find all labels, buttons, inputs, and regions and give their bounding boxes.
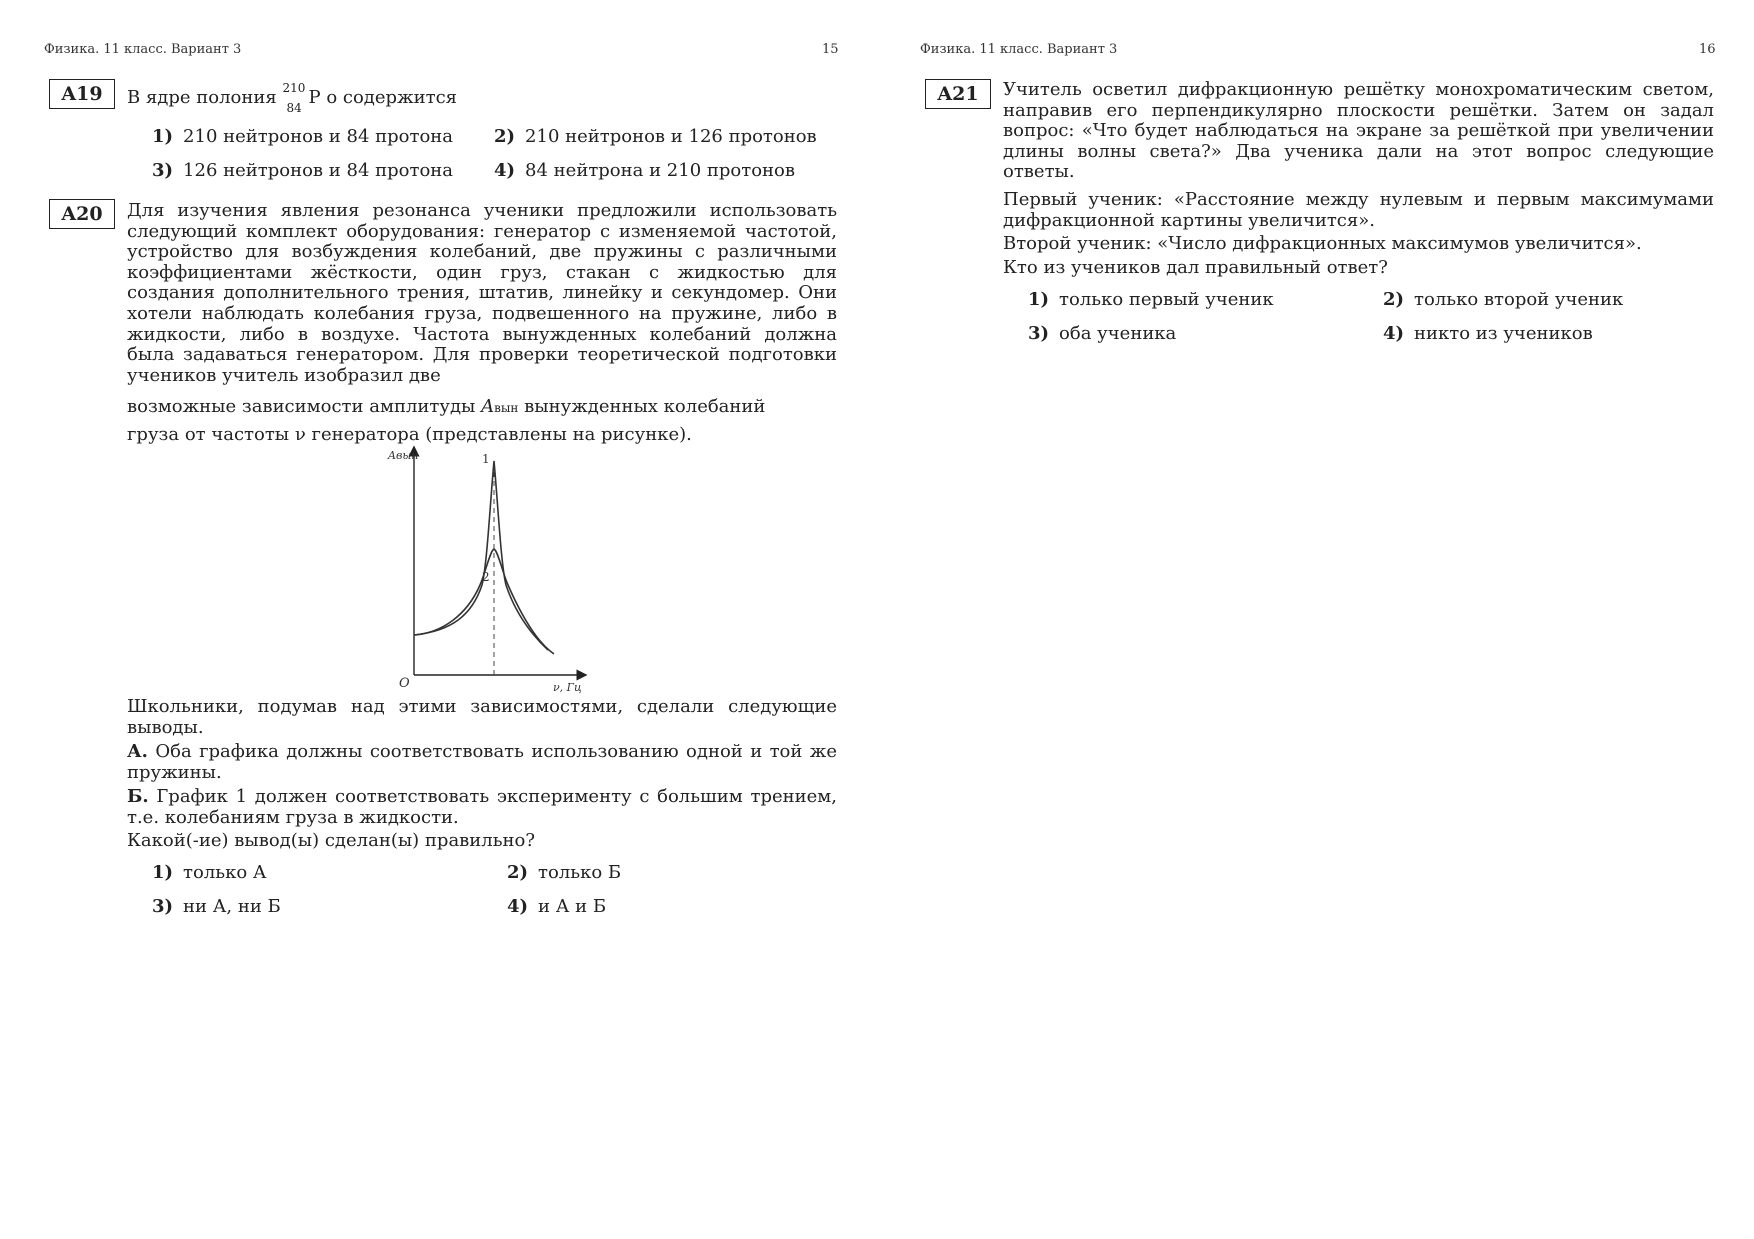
question-label-a21: A21	[925, 79, 991, 109]
option-text: 126 нейтронов и 84 протона	[183, 160, 454, 181]
option-text: оба ученика	[1059, 323, 1177, 344]
element-symbol: P o	[308, 87, 338, 108]
page-header: Физика. 11 класс. Вариант 3	[44, 42, 242, 57]
option-text: и А и Б	[538, 896, 607, 917]
a21-option-3[interactable]	[1028, 323, 1176, 344]
option-number: 2)	[1383, 289, 1405, 310]
a19-option-2[interactable]	[494, 126, 817, 147]
a21-option-1[interactable]	[1028, 289, 1274, 310]
option-number: 3)	[152, 160, 174, 181]
curve-2	[414, 549, 554, 654]
option-number: 4)	[1383, 323, 1405, 344]
a20-option-3[interactable]	[152, 896, 281, 917]
a20-option-1[interactable]	[152, 862, 267, 883]
option-text: ни А, ни Б	[183, 896, 281, 917]
a21-question: Кто из учеников дал правильный ответ?	[1003, 257, 1388, 278]
mass-number: 210	[282, 81, 306, 95]
amp-line-end: вынужденных колебаний	[524, 396, 766, 417]
option-number: 3)	[152, 896, 174, 917]
statement-a-text: Оба графика должны соответствовать использованию одной и той же пружины.	[127, 741, 837, 783]
option-text: никто из учеников	[1414, 323, 1593, 344]
a20-amplitude-line	[127, 396, 765, 417]
option-text: 210 нейтронов и 84 протона	[183, 126, 454, 147]
option-number: 2)	[494, 126, 516, 147]
a21-student-2: Второй ученик: «Число дифракционных максимумов увеличится».	[1003, 233, 1642, 254]
option-number: 1)	[1028, 289, 1050, 310]
a21-student-1: Первый ученик: «Расстояние между нулевым и первым максимумами дифракционной картины увеличится».	[1003, 189, 1714, 231]
question-label-a19: A19	[49, 79, 115, 109]
page-number: 16	[1699, 42, 1716, 57]
option-number: 4)	[507, 896, 529, 917]
right-page	[877, 0, 1754, 1239]
statement-b-label: Б.	[127, 786, 149, 807]
a21-option-2[interactable]	[1383, 289, 1623, 310]
option-text: 210 нейтронов и 126 протонов	[525, 126, 817, 147]
amp-line-start: возможные зависимости амплитуды	[127, 396, 476, 417]
a19-text-after: содержится	[342, 87, 458, 108]
a20-last-line: груза от частоты ν генератора (представлены на рисунке).	[127, 424, 692, 445]
atomic-number: 84	[286, 101, 302, 115]
a19-text-before: В ядре полония	[127, 87, 277, 108]
x-axis-label: ν, Гц	[553, 681, 582, 694]
statement-b-text: График 1 должен соответствовать эксперименту с большим трением, т.е. колебаниям груза в жидкости.	[127, 786, 837, 828]
option-number: 1)	[152, 862, 174, 883]
option-text: только А	[183, 862, 267, 883]
curve-1-label: 1	[482, 452, 490, 466]
curve-2-label: 2	[482, 570, 490, 584]
a21-option-4[interactable]	[1383, 323, 1593, 344]
page-header: Физика. 11 класс. Вариант 3	[920, 42, 1118, 57]
amp-symbol: A	[481, 396, 495, 417]
a21-text: Учитель осветил дифракционную решётку монохроматическим светом, направив его перпендикулярно плоскости решётки. Затем он задал вопрос: «Что будет наблюдаться на экране за решёткой при увеличении длины волны света?» Два ученика дали на этот вопрос следующие ответы.	[1003, 79, 1714, 183]
option-text: 84 нейтрона и 210 протонов	[525, 160, 796, 181]
a20-statement-a	[127, 742, 837, 783]
a19-option-3[interactable]	[152, 160, 453, 181]
a20-conclusion-intro: Школьники, подумав над этими зависимостями, сделали следующие выводы.	[127, 696, 837, 738]
option-number: 3)	[1028, 323, 1050, 344]
a19-option-1[interactable]	[152, 126, 453, 147]
y-axis-label: Aвын	[388, 449, 419, 462]
option-number: 2)	[507, 862, 529, 883]
page-number: 15	[822, 42, 839, 57]
a20-option-4[interactable]	[507, 896, 606, 917]
option-number: 4)	[494, 160, 516, 181]
origin-label: O	[399, 676, 410, 691]
option-text: только Б	[538, 862, 622, 883]
resonance-graph	[372, 445, 588, 695]
a20-question: Какой(-ие) вывод(ы) сделан(ы) правильно?	[127, 830, 536, 851]
a20-statement-b	[127, 787, 837, 828]
a19-option-4[interactable]	[494, 160, 795, 181]
a20-intro: Для изучения явления резонанса ученики предложили использовать следующий комплект оборудования: генератор с изменяемой частотой, устройство для возбуждения колебаний, две пружины с различными коэффициентами жёсткости, один груз, стакан с жидкостью для создания дополнительного трения, штатив, линейку и секундомер. Они хотели наблюдать колебания груза, подвешенного на пружине, либо в жидкости, либо в воздухе. Частота вынужденных колебаний должна была задаваться генератором. Для проверки теоретической подготовки учеников учитель изобразил две	[127, 200, 837, 386]
amp-subscript: вын	[494, 401, 519, 415]
a20-option-2[interactable]	[507, 862, 621, 883]
a19-stem	[127, 81, 458, 115]
statement-a-label: А.	[127, 741, 148, 762]
nuclide-notation	[282, 81, 308, 115]
option-number: 1)	[152, 126, 174, 147]
option-text: только первый ученик	[1059, 289, 1274, 310]
curve-1	[414, 461, 548, 650]
question-label-a20: A20	[49, 199, 115, 229]
option-text: только второй ученик	[1414, 289, 1624, 310]
